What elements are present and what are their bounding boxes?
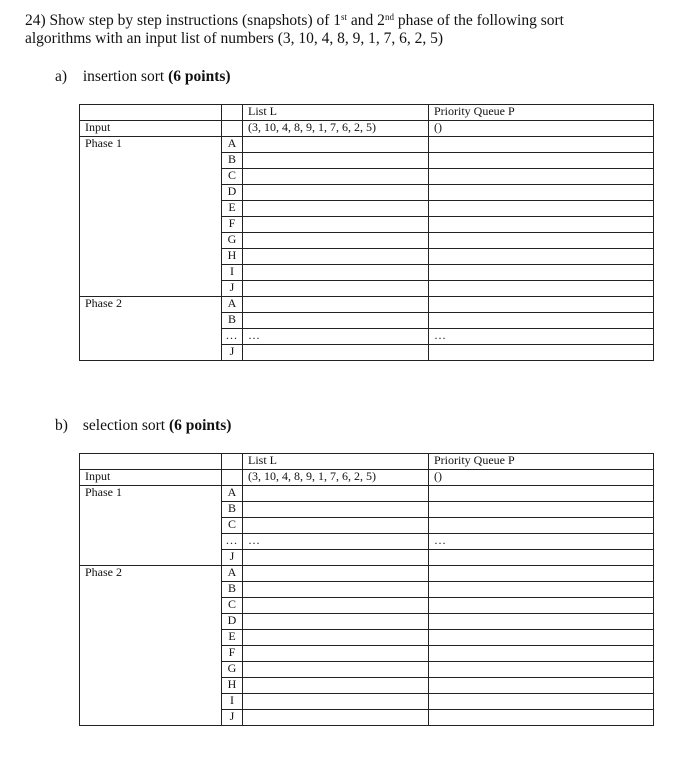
pq-cell [429,710,654,726]
list-cell: … [243,534,429,550]
pq-cell [429,137,654,153]
input-list-value: (3, 10, 4, 8, 9, 1, 7, 6, 2, 5) [243,121,429,137]
header-step-cell [222,105,243,121]
step-label: … [222,329,243,345]
phase-cell [80,630,222,646]
pq-cell [429,297,654,313]
pq-cell [429,233,654,249]
step-label: J [222,281,243,297]
list-cell [243,185,429,201]
pq-cell [429,281,654,297]
step-row [80,662,654,678]
step-label: C [222,598,243,614]
phase-cell [80,694,222,710]
step-label: A [222,486,243,502]
list-cell [243,518,429,534]
step-row [80,582,654,598]
pq-cell [429,313,654,329]
phase-cell [80,217,222,233]
step-row [80,502,654,518]
step-row [80,201,654,217]
input-label: Input [80,121,222,137]
step-row [80,265,654,281]
list-cell [243,678,429,694]
step-row [80,534,654,550]
phase-cell [80,185,222,201]
header-priority-queue: Priority Queue P [429,454,654,470]
step-row [80,566,654,582]
step-label: H [222,678,243,694]
step-row [80,550,654,566]
input-row [80,470,654,486]
step-row [80,217,654,233]
pq-cell [429,678,654,694]
phase-cell [80,249,222,265]
phase-label: Phase 2 [80,297,222,313]
step-label: G [222,233,243,249]
header-row [80,105,654,121]
step-label: C [222,169,243,185]
question-text [25,12,665,48]
step-label: D [222,614,243,630]
header-list-l: List L [243,454,429,470]
step-row [80,630,654,646]
step-label: J [222,710,243,726]
step-row [80,281,654,297]
pq-cell [429,662,654,678]
step-row [80,137,654,153]
step-row [80,710,654,726]
question-number: 24) [25,12,46,29]
step-label: B [222,502,243,518]
header-row [80,454,654,470]
step-row [80,518,654,534]
step-label: D [222,185,243,201]
section-a-points: (6 points) [168,68,231,85]
input-pq-value: () [429,121,654,137]
section-a-label: a) [55,68,68,85]
step-label: H [222,249,243,265]
list-cell [243,169,429,185]
phase-cell [80,550,222,566]
input-step-cell [222,121,243,137]
phase-label: Phase 2 [80,566,222,582]
phase-cell [80,678,222,694]
list-cell [243,313,429,329]
list-cell [243,550,429,566]
phase-cell [80,662,222,678]
phase-cell [80,598,222,614]
phase-cell [80,233,222,249]
step-label: J [222,345,243,361]
step-row [80,249,654,265]
step-label: J [222,550,243,566]
list-cell [243,217,429,233]
step-row [80,694,654,710]
header-phase-cell [80,105,222,121]
step-label: … [222,534,243,550]
phase-cell [80,329,222,345]
step-row [80,614,654,630]
step-row [80,169,654,185]
list-cell [243,582,429,598]
step-label: A [222,297,243,313]
list-cell [243,201,429,217]
section-b-label: b) [55,417,68,434]
phase-label: Phase 1 [80,137,222,153]
list-cell [243,233,429,249]
pq-cell [429,566,654,582]
phase-cell [80,153,222,169]
phase-cell [80,502,222,518]
step-label: E [222,201,243,217]
pq-cell [429,345,654,361]
step-label: A [222,566,243,582]
step-label: G [222,662,243,678]
phase-cell [80,313,222,329]
section-b-points: (6 points) [168,417,232,434]
pq-cell: … [429,329,654,345]
pq-cell [429,185,654,201]
phase-cell [80,710,222,726]
list-cell [243,137,429,153]
section-b-heading [55,417,231,435]
list-cell [243,710,429,726]
pq-cell [429,518,654,534]
pq-cell [429,582,654,598]
list-cell: … [243,329,429,345]
step-label: C [222,518,243,534]
list-cell [243,502,429,518]
pq-cell [429,265,654,281]
step-label: F [222,217,243,233]
step-label: I [222,265,243,281]
phase-cell [80,345,222,361]
step-label: B [222,313,243,329]
phase-cell [80,169,222,185]
input-pq-value: () [429,470,654,486]
list-cell [243,297,429,313]
pq-cell: … [429,534,654,550]
list-cell [243,694,429,710]
selection-sort-table [79,453,654,726]
phase-cell [80,518,222,534]
question-line1: Show step by step instructions (snapshots) of 1st and 2nd phase of the following sort [49,12,564,29]
pq-cell [429,502,654,518]
section-b-title: selection sort [82,417,166,434]
pq-cell [429,630,654,646]
step-row [80,233,654,249]
list-cell [243,486,429,502]
pq-cell [429,550,654,566]
list-cell [243,153,429,169]
step-row [80,345,654,361]
phase-cell [80,534,222,550]
phase-cell [80,265,222,281]
list-cell [243,345,429,361]
step-label: B [222,153,243,169]
list-cell [243,598,429,614]
phase-cell [80,201,222,217]
input-label: Input [80,470,222,486]
step-label: B [222,582,243,598]
input-row [80,121,654,137]
step-row [80,486,654,502]
step-row [80,313,654,329]
pq-cell [429,646,654,662]
pq-cell [429,486,654,502]
pq-cell [429,217,654,233]
phase-cell [80,646,222,662]
pq-cell [429,201,654,217]
step-label: A [222,137,243,153]
list-cell [243,249,429,265]
step-row [80,329,654,345]
insertion-sort-table [79,104,654,361]
phase-label: Phase 1 [80,486,222,502]
input-list-value: (3, 10, 4, 8, 9, 1, 7, 6, 2, 5) [243,470,429,486]
phase-cell [80,582,222,598]
list-cell [243,566,429,582]
pq-cell [429,169,654,185]
step-row [80,646,654,662]
question-line2: algorithms with an input list of numbers (3, 10, 4, 8, 9, 1, 7, 6, 2, 5) [25,30,444,47]
header-list-l: List L [243,105,429,121]
pq-cell [429,153,654,169]
step-label: I [222,694,243,710]
pq-cell [429,694,654,710]
step-row [80,598,654,614]
step-row [80,678,654,694]
phase-cell [80,614,222,630]
section-a-title: insertion sort [82,68,165,85]
section-a-heading [55,68,231,86]
header-step-cell [222,454,243,470]
list-cell [243,630,429,646]
list-cell [243,281,429,297]
list-cell [243,662,429,678]
step-row [80,185,654,201]
header-phase-cell [80,454,222,470]
input-step-cell [222,470,243,486]
step-row [80,153,654,169]
pq-cell [429,614,654,630]
pq-cell [429,249,654,265]
list-cell [243,614,429,630]
header-priority-queue: Priority Queue P [429,105,654,121]
step-row [80,297,654,313]
list-cell [243,646,429,662]
list-cell [243,265,429,281]
phase-cell [80,281,222,297]
step-label: E [222,630,243,646]
step-label: F [222,646,243,662]
pq-cell [429,598,654,614]
